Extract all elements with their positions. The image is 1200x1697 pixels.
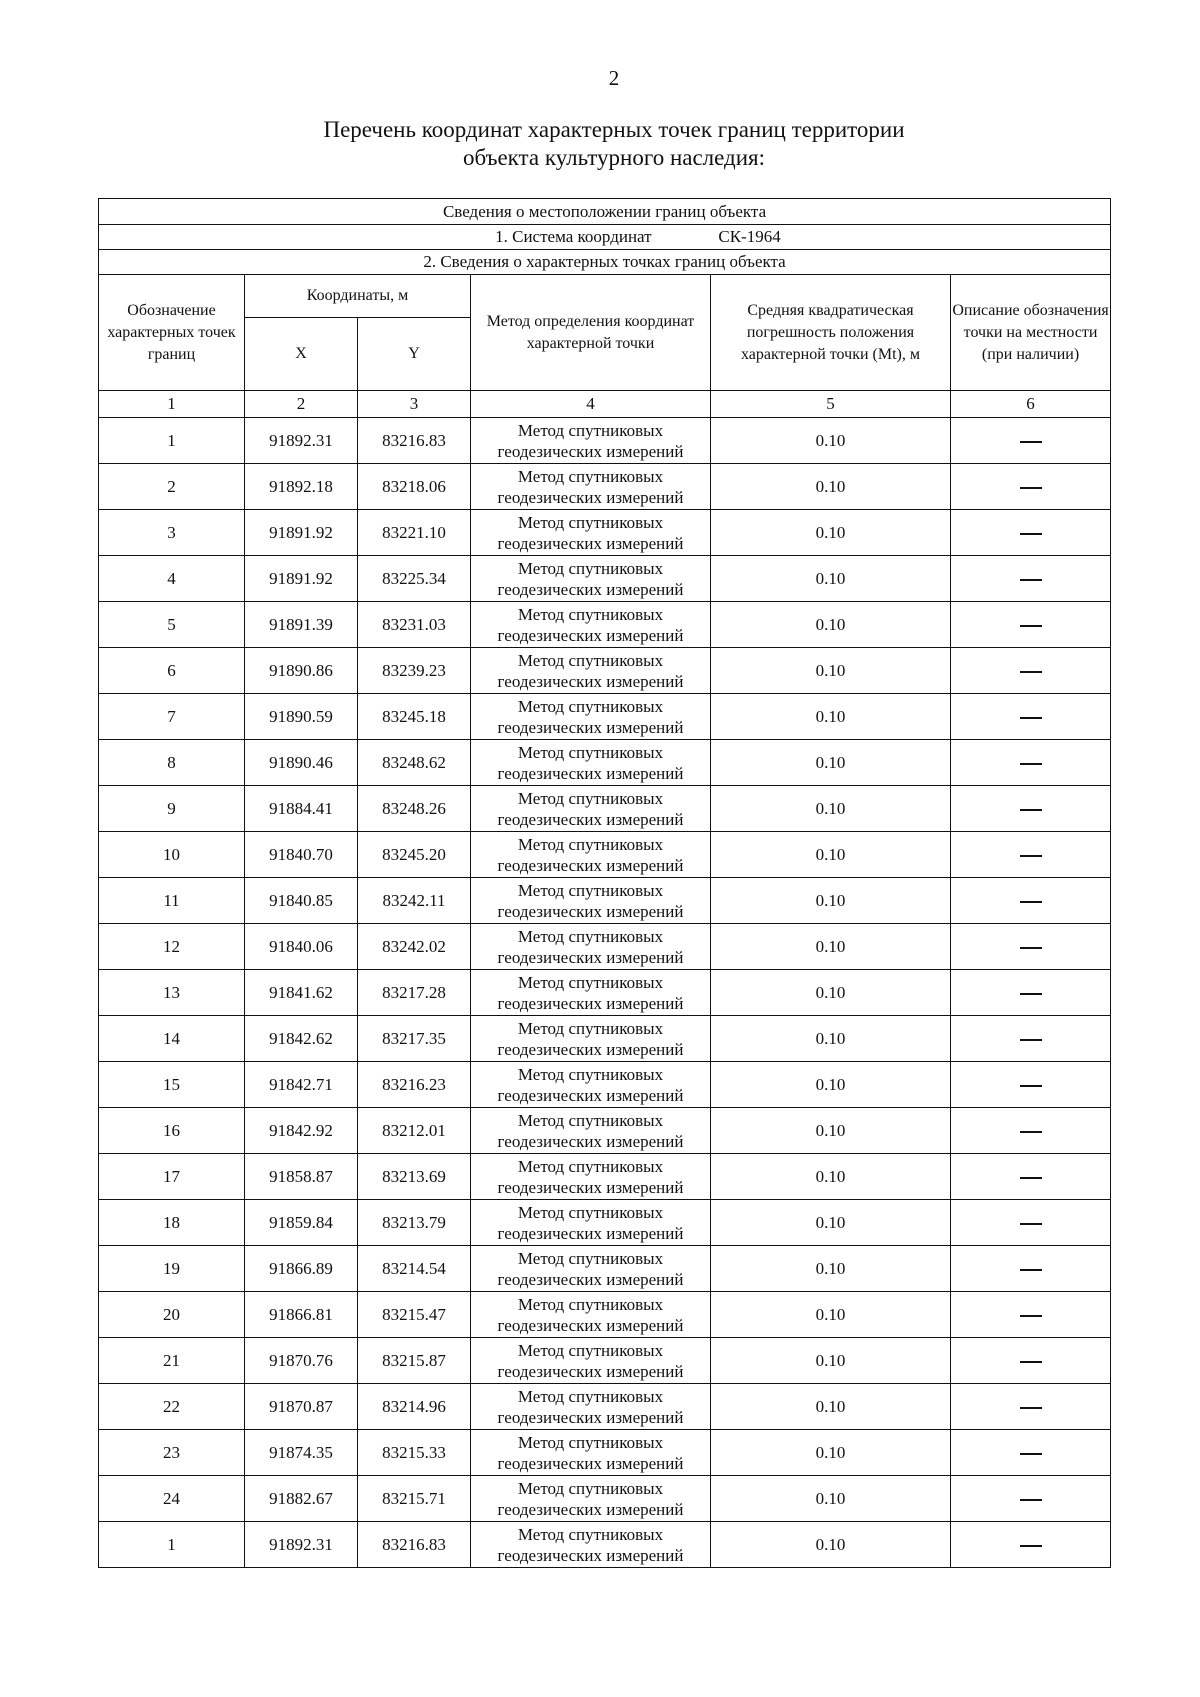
table-row	[99, 510, 1111, 556]
point-number: 23	[99, 1430, 245, 1476]
method-line-2: геодезических измерений	[497, 441, 684, 461]
point-number: 19	[99, 1246, 245, 1292]
method-line-1: Метод спутниковых	[517, 1340, 664, 1360]
dash-icon	[1020, 487, 1042, 489]
point-number: 11	[99, 878, 245, 924]
method-cell	[471, 602, 711, 648]
table-row	[99, 1016, 1111, 1062]
method-cell	[471, 694, 711, 740]
table-row	[99, 694, 1111, 740]
description-cell	[951, 648, 1111, 694]
method-cell	[471, 510, 711, 556]
method-line-2: геодезических измерений	[497, 1361, 684, 1381]
description-cell	[951, 1338, 1111, 1384]
method-line-2: геодезических измерений	[497, 763, 684, 783]
coord-y: 83242.02	[358, 924, 471, 970]
error-value: 0.10	[711, 924, 951, 970]
error-value: 0.10	[711, 1338, 951, 1384]
dash-icon	[1020, 1131, 1042, 1133]
coord-x: 91866.89	[245, 1246, 358, 1292]
point-number: 12	[99, 924, 245, 970]
title-line-2: объекта культурного наследия:	[462, 145, 766, 170]
description-cell	[951, 1476, 1111, 1522]
coord-y: 83215.33	[358, 1430, 471, 1476]
header-description: Описание обозначения точки на местности (при наличии)	[951, 275, 1111, 391]
method-line-2: геодезических измерений	[497, 579, 684, 599]
method-line-1: Метод спутниковых	[517, 1524, 664, 1544]
header-designation: Обозначение характерных точек границ	[99, 275, 245, 391]
method-line-2: геодезических измерений	[497, 625, 684, 645]
method-line-2: геодезических измерений	[497, 1545, 684, 1565]
column-number: 4	[471, 391, 711, 418]
table-caption: Сведения о местоположении границ объекта	[99, 199, 1111, 225]
method-line-1: Метод спутниковых	[517, 1156, 664, 1176]
coord-x: 91890.46	[245, 740, 358, 786]
coord-y: 83212.01	[358, 1108, 471, 1154]
coord-y: 83215.47	[358, 1292, 471, 1338]
method-line-1: Метод спутниковых	[517, 1064, 664, 1084]
coord-x: 91892.31	[245, 418, 358, 464]
method-line-1: Метод спутниковых	[517, 834, 664, 854]
description-cell	[951, 786, 1111, 832]
description-cell	[951, 1292, 1111, 1338]
header-x: X	[245, 318, 358, 391]
table-row	[99, 832, 1111, 878]
coord-x: 91840.85	[245, 878, 358, 924]
method-line-2: геодезических измерений	[497, 1407, 684, 1427]
dash-icon	[1020, 947, 1042, 949]
coord-x: 91870.76	[245, 1338, 358, 1384]
method-cell	[471, 556, 711, 602]
point-number: 13	[99, 970, 245, 1016]
coord-x: 91890.59	[245, 694, 358, 740]
method-line-2: геодезических измерений	[497, 1269, 684, 1289]
method-cell	[471, 464, 711, 510]
method-line-2: геодезических измерений	[497, 855, 684, 875]
table-row	[99, 1430, 1111, 1476]
description-cell	[951, 464, 1111, 510]
point-number: 1	[99, 418, 245, 464]
method-cell	[471, 1292, 711, 1338]
method-cell	[471, 878, 711, 924]
method-cell	[471, 418, 711, 464]
page-number: 2	[608, 66, 620, 90]
method-line-1: Метод спутниковых	[517, 1478, 664, 1498]
coord-x: 91866.81	[245, 1292, 358, 1338]
table-row	[99, 648, 1111, 694]
coord-y: 83216.83	[358, 1522, 471, 1568]
coord-x: 91891.39	[245, 602, 358, 648]
table-row	[99, 1200, 1111, 1246]
dash-icon	[1020, 533, 1042, 535]
dash-icon	[1020, 1269, 1042, 1271]
error-value: 0.10	[711, 556, 951, 602]
coord-y: 83242.11	[358, 878, 471, 924]
coord-y: 83248.62	[358, 740, 471, 786]
method-cell	[471, 924, 711, 970]
method-line-1: Метод спутниковых	[517, 1432, 664, 1452]
document-title	[0, 116, 1200, 172]
point-number: 14	[99, 1016, 245, 1062]
dash-icon	[1020, 809, 1042, 811]
table-row	[99, 924, 1111, 970]
column-number: 6	[951, 391, 1111, 418]
description-cell	[951, 878, 1111, 924]
error-value: 0.10	[711, 602, 951, 648]
coord-y: 83217.35	[358, 1016, 471, 1062]
dash-icon	[1020, 1039, 1042, 1041]
coord-y: 83214.54	[358, 1246, 471, 1292]
description-cell	[951, 1246, 1111, 1292]
method-line-2: геодезических измерений	[497, 901, 684, 921]
coord-x: 91842.92	[245, 1108, 358, 1154]
description-cell	[951, 1200, 1111, 1246]
method-line-2: геодезических измерений	[497, 993, 684, 1013]
description-cell	[951, 556, 1111, 602]
method-cell	[471, 970, 711, 1016]
method-cell	[471, 1522, 711, 1568]
table-row	[99, 1292, 1111, 1338]
error-value: 0.10	[711, 1016, 951, 1062]
coord-x: 91842.62	[245, 1016, 358, 1062]
description-cell	[951, 602, 1111, 648]
table-row	[99, 970, 1111, 1016]
coord-y: 83216.23	[358, 1062, 471, 1108]
coord-x: 91882.67	[245, 1476, 358, 1522]
dash-icon	[1020, 1545, 1042, 1547]
coord-y: 83245.20	[358, 832, 471, 878]
header-y: Y	[358, 318, 471, 391]
error-value: 0.10	[711, 786, 951, 832]
method-cell	[471, 1476, 711, 1522]
column-number: 5	[711, 391, 951, 418]
dash-icon	[1020, 1223, 1042, 1225]
method-line-1: Метод спутниковых	[517, 1294, 664, 1314]
point-number: 5	[99, 602, 245, 648]
header-coordinates: Координаты, м	[245, 275, 471, 318]
error-value: 0.10	[711, 740, 951, 786]
point-number: 17	[99, 1154, 245, 1200]
method-cell	[471, 648, 711, 694]
error-value: 0.10	[711, 1154, 951, 1200]
method-cell	[471, 1200, 711, 1246]
description-cell	[951, 1384, 1111, 1430]
coord-y: 83218.06	[358, 464, 471, 510]
method-cell	[471, 740, 711, 786]
error-value: 0.10	[711, 1108, 951, 1154]
point-number: 6	[99, 648, 245, 694]
coord-y: 83231.03	[358, 602, 471, 648]
point-number: 7	[99, 694, 245, 740]
method-line-2: геодезических измерений	[497, 1453, 684, 1473]
coord-x: 91859.84	[245, 1200, 358, 1246]
coord-x: 91884.41	[245, 786, 358, 832]
dash-icon	[1020, 441, 1042, 443]
coord-x: 91874.35	[245, 1430, 358, 1476]
dash-icon	[1020, 901, 1042, 903]
error-value: 0.10	[711, 510, 951, 556]
coord-y: 83215.71	[358, 1476, 471, 1522]
method-cell	[471, 1430, 711, 1476]
coord-x: 91841.62	[245, 970, 358, 1016]
error-value: 0.10	[711, 878, 951, 924]
method-line-2: геодезических измерений	[497, 947, 684, 967]
table-row	[99, 1108, 1111, 1154]
error-value: 0.10	[711, 832, 951, 878]
column-number: 1	[99, 391, 245, 418]
method-line-1: Метод спутниковых	[517, 1202, 664, 1222]
method-line-2: геодезических измерений	[497, 1085, 684, 1105]
point-number: 2	[99, 464, 245, 510]
column-number: 3	[358, 391, 471, 418]
dash-icon	[1020, 763, 1042, 765]
method-line-2: геодезических измерений	[497, 671, 684, 691]
table-row	[99, 1522, 1111, 1568]
boundary-points-table	[98, 198, 1111, 1568]
column-number: 2	[245, 391, 358, 418]
dash-icon	[1020, 717, 1042, 719]
table-row	[99, 1246, 1111, 1292]
method-line-1: Метод спутниковых	[517, 1110, 664, 1130]
error-value: 0.10	[711, 1384, 951, 1430]
table-row	[99, 1384, 1111, 1430]
method-line-2: геодезических измерений	[497, 1177, 684, 1197]
method-cell	[471, 1016, 711, 1062]
coord-x: 91891.92	[245, 556, 358, 602]
description-cell	[951, 694, 1111, 740]
table-row	[99, 1154, 1111, 1200]
coord-x: 91891.92	[245, 510, 358, 556]
table-row	[99, 878, 1111, 924]
method-line-1: Метод спутниковых	[517, 742, 664, 762]
dash-icon	[1020, 855, 1042, 857]
point-number: 4	[99, 556, 245, 602]
error-value: 0.10	[711, 694, 951, 740]
method-line-1: Метод спутниковых	[517, 696, 664, 716]
method-cell	[471, 1108, 711, 1154]
point-number: 16	[99, 1108, 245, 1154]
point-number: 18	[99, 1200, 245, 1246]
error-value: 0.10	[711, 1200, 951, 1246]
table-row	[99, 1476, 1111, 1522]
method-line-1: Метод спутниковых	[517, 972, 664, 992]
coord-y: 83239.23	[358, 648, 471, 694]
coord-x: 91870.87	[245, 1384, 358, 1430]
table-row	[99, 1338, 1111, 1384]
method-line-2: геодезических измерений	[497, 1223, 684, 1243]
coord-y: 83215.87	[358, 1338, 471, 1384]
method-line-1: Метод спутниковых	[517, 604, 664, 624]
description-cell	[951, 1062, 1111, 1108]
error-value: 0.10	[711, 1246, 951, 1292]
table-row	[99, 556, 1111, 602]
dash-icon	[1020, 1177, 1042, 1179]
dash-icon	[1020, 1085, 1042, 1087]
method-line-2: геодезических измерений	[497, 717, 684, 737]
description-cell	[951, 740, 1111, 786]
method-line-2: геодезических измерений	[497, 1315, 684, 1335]
coord-x: 91840.70	[245, 832, 358, 878]
table-row	[99, 786, 1111, 832]
method-line-1: Метод спутниковых	[517, 926, 664, 946]
coordinate-system-label: 1. Система координат	[495, 227, 652, 246]
method-line-1: Метод спутниковых	[517, 512, 664, 532]
method-line-1: Метод спутниковых	[517, 1018, 664, 1038]
description-cell	[951, 1154, 1111, 1200]
point-number: 15	[99, 1062, 245, 1108]
error-value: 0.10	[711, 464, 951, 510]
header-error: Средняя квадратическая погрешность положения характерной точки (Mt), м	[711, 275, 951, 391]
method-cell	[471, 786, 711, 832]
coord-y: 83245.18	[358, 694, 471, 740]
method-cell	[471, 832, 711, 878]
method-cell	[471, 1154, 711, 1200]
description-cell	[951, 1522, 1111, 1568]
points-info-label: 2. Сведения о характерных точках границ объекта	[99, 250, 1111, 275]
coord-y: 83221.10	[358, 510, 471, 556]
dash-icon	[1020, 1407, 1042, 1409]
method-cell	[471, 1062, 711, 1108]
method-cell	[471, 1384, 711, 1430]
coord-x: 91842.71	[245, 1062, 358, 1108]
point-number: 24	[99, 1476, 245, 1522]
coord-x: 91858.87	[245, 1154, 358, 1200]
dash-icon	[1020, 1499, 1042, 1501]
error-value: 0.10	[711, 648, 951, 694]
description-cell	[951, 510, 1111, 556]
coord-y: 83248.26	[358, 786, 471, 832]
title-line-1: Перечень координат характерных точек границ территории	[323, 117, 905, 142]
method-line-1: Метод спутниковых	[517, 650, 664, 670]
error-value: 0.10	[711, 1476, 951, 1522]
point-number: 20	[99, 1292, 245, 1338]
coord-y: 83225.34	[358, 556, 471, 602]
point-number: 3	[99, 510, 245, 556]
method-line-1: Метод спутниковых	[517, 558, 664, 578]
header-method: Метод определения координат характерной точки	[471, 275, 711, 391]
error-value: 0.10	[711, 1430, 951, 1476]
point-number: 1	[99, 1522, 245, 1568]
table-row	[99, 464, 1111, 510]
description-cell	[951, 1108, 1111, 1154]
description-cell	[951, 1430, 1111, 1476]
dash-icon	[1020, 1361, 1042, 1363]
point-number: 8	[99, 740, 245, 786]
dash-icon	[1020, 1315, 1042, 1317]
method-line-1: Метод спутниковых	[517, 420, 664, 440]
method-line-1: Метод спутниковых	[517, 880, 664, 900]
method-line-1: Метод спутниковых	[517, 1248, 664, 1268]
coord-y: 83217.28	[358, 970, 471, 1016]
method-cell	[471, 1338, 711, 1384]
method-line-2: геодезических измерений	[497, 1131, 684, 1151]
method-line-2: геодезических измерений	[497, 533, 684, 553]
error-value: 0.10	[711, 1062, 951, 1108]
point-number: 22	[99, 1384, 245, 1430]
dash-icon	[1020, 579, 1042, 581]
coord-x: 91890.86	[245, 648, 358, 694]
description-cell	[951, 1016, 1111, 1062]
coord-y: 83214.96	[358, 1384, 471, 1430]
coordinate-system-row	[99, 225, 1111, 250]
dash-icon	[1020, 993, 1042, 995]
description-cell	[951, 418, 1111, 464]
table-row	[99, 740, 1111, 786]
table-row	[99, 418, 1111, 464]
point-number: 21	[99, 1338, 245, 1384]
coord-x: 91892.31	[245, 1522, 358, 1568]
description-cell	[951, 970, 1111, 1016]
coord-y: 83216.83	[358, 418, 471, 464]
description-cell	[951, 924, 1111, 970]
table-row	[99, 602, 1111, 648]
table-row	[99, 1062, 1111, 1108]
method-line-2: геодезических измерений	[497, 487, 684, 507]
dash-icon	[1020, 625, 1042, 627]
coord-y: 83213.79	[358, 1200, 471, 1246]
coordinate-system-value: СК-1964	[718, 227, 781, 246]
error-value: 0.10	[711, 418, 951, 464]
error-value: 0.10	[711, 1522, 951, 1568]
coord-x: 91892.18	[245, 464, 358, 510]
method-line-2: геодезических измерений	[497, 809, 684, 829]
method-line-2: геодезических измерений	[497, 1039, 684, 1059]
method-cell	[471, 1246, 711, 1292]
error-value: 0.10	[711, 1292, 951, 1338]
method-line-1: Метод спутниковых	[517, 1386, 664, 1406]
method-line-2: геодезических измерений	[497, 1499, 684, 1519]
dash-icon	[1020, 1453, 1042, 1455]
description-cell	[951, 832, 1111, 878]
point-number: 10	[99, 832, 245, 878]
error-value: 0.10	[711, 970, 951, 1016]
point-number: 9	[99, 786, 245, 832]
coord-y: 83213.69	[358, 1154, 471, 1200]
method-line-1: Метод спутниковых	[517, 788, 664, 808]
dash-icon	[1020, 671, 1042, 673]
coord-x: 91840.06	[245, 924, 358, 970]
method-line-1: Метод спутниковых	[517, 466, 664, 486]
